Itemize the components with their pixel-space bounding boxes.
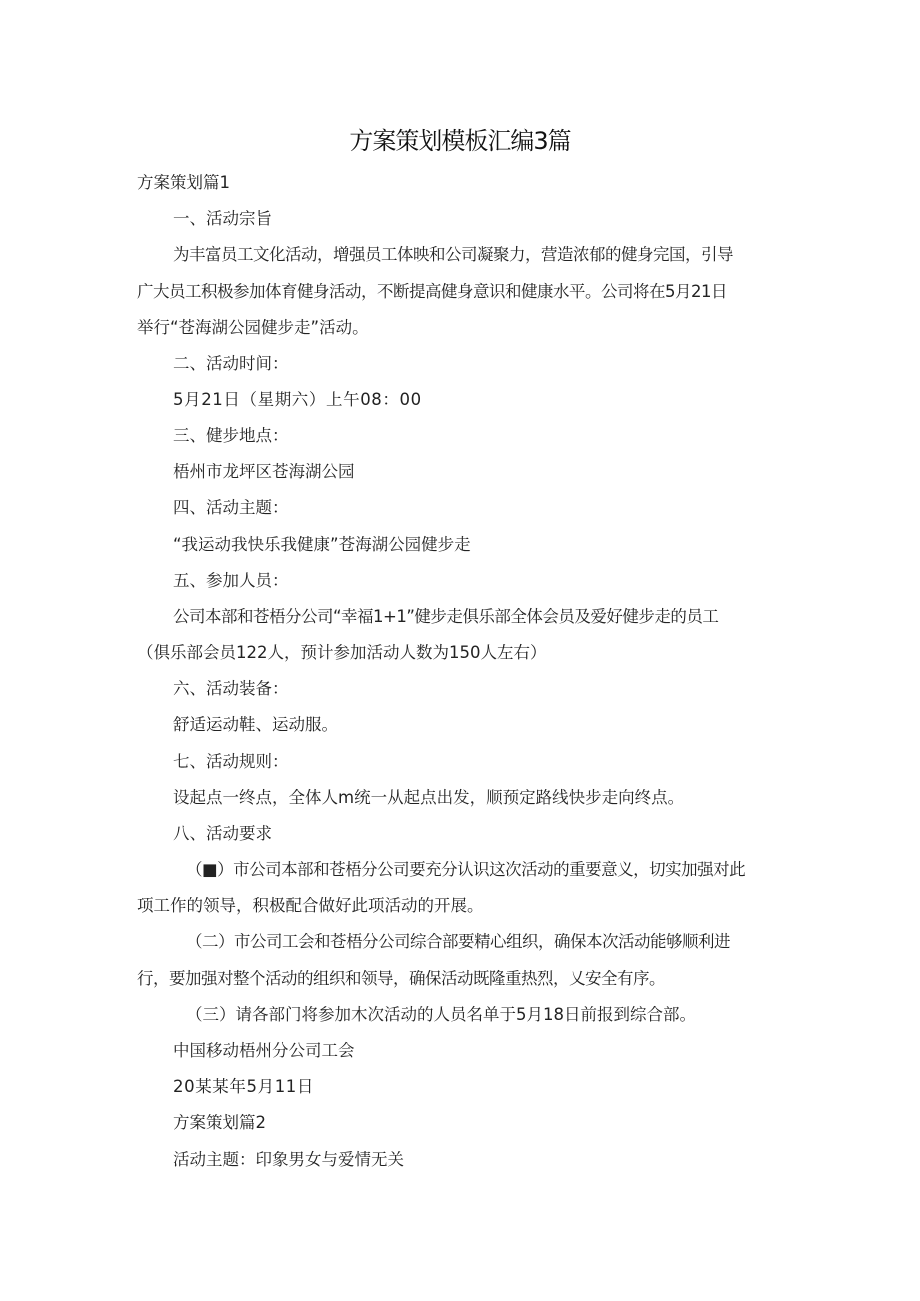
paragraph-line: 设起点一终点，全体人m统一从起点出发，顺预定路线快步走向终点。: [173, 788, 685, 807]
paragraph-line: 广大员工积极参加体育健身活动，不断提高健身意识和健康水平。公司将在5月21日: [137, 282, 727, 301]
subheading-participants: 五、参加人员：: [173, 571, 289, 590]
signature-organization: 中国移动梧州分公司工会: [173, 1041, 355, 1060]
paragraph-line: （■）市公司本部和苍梧分公司要充分认识这次活动的重要意义，切实加强对此: [186, 860, 746, 879]
signature-date: 20某某年5月11日: [173, 1077, 314, 1096]
paragraph-line: 为丰富员工文化活动，增强员工体映和公司凝聚力，营造浓郁的健身完国，引导: [173, 245, 733, 264]
subheading-rules: 七、活动规则：: [173, 752, 289, 771]
paragraph-line: 行，要加强对整个活动的组织和领导，确保活动既隆重热烈，乂安全有序。: [137, 969, 665, 988]
subheading-theme: 四、活动主题：: [173, 498, 289, 517]
section-heading-1: 方案策划篇1: [137, 173, 230, 192]
paragraph-line: 舒适运动鞋、运动服。: [173, 715, 338, 734]
section-heading-2: 方案策划篇2: [173, 1113, 266, 1132]
subheading-location: 三、健步地点：: [173, 426, 289, 445]
paragraph-line: （俱乐部会员122人，预计参加活动人数为150人左右）: [137, 643, 547, 662]
paragraph-line: “我运动我快乐我健康”苍海湖公园健步走: [173, 535, 471, 554]
document-title: 方案策划模板汇编3篇: [349, 127, 571, 155]
paragraph-line: （二）市公司工会和苍梧分公司综合部要精心组织，确保本次活动能够顺利进: [186, 932, 730, 951]
paragraph-line: 5月21日（星期六）上午08：00: [173, 390, 422, 409]
paragraph-line: 项工作的领导，积极配合做好此项活动的开展。: [137, 896, 484, 915]
paragraph-line: 活动主题：印象男女与爱情无关: [173, 1150, 404, 1169]
subheading-purpose: 一、活动宗旨: [173, 209, 272, 228]
paragraph-line: 梧州市龙坪区苍海湖公园: [173, 462, 355, 481]
subheading-time: 二、活动时间：: [173, 354, 289, 373]
paragraph-line: 举行“苍海湖公园健步走”活动。: [137, 318, 369, 337]
subheading-equipment: 六、活动装备：: [173, 679, 289, 698]
subheading-requirements: 八、活动要求: [173, 824, 272, 843]
paragraph-line: 公司本部和苍梧分公司“幸福1+1”健步走俱乐部全体会员及爱好健步走的员工: [173, 607, 719, 626]
paragraph-line: （三）请各部门将参加木次活动的人员名单于5月18日前报到综合部。: [186, 1005, 696, 1024]
